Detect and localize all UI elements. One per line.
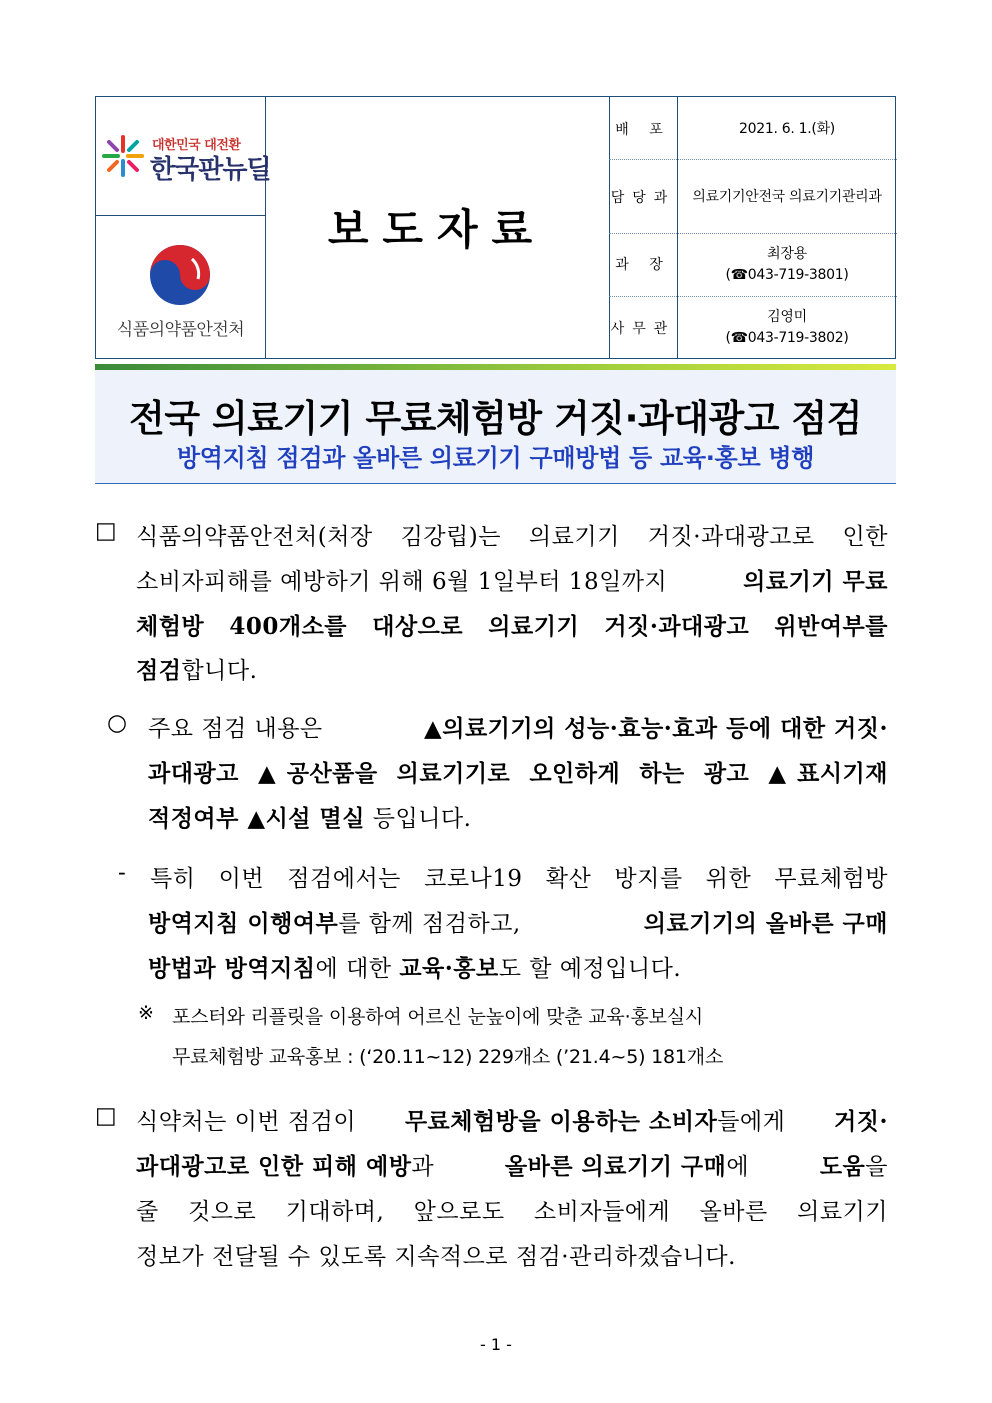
officer-name: 김영미 [767, 309, 807, 325]
para2-line3-bold: 적정여부 ▲시설 멸실 [148, 805, 365, 832]
para2-line1-bold: ▲의료기기의 성능·효능·효과 등에 대한 거짓· [424, 715, 888, 742]
para4-line2-bold3: 도움 [819, 1153, 866, 1180]
para4-line2-bold1: 과대광고로 인한 피해 예방 [136, 1153, 412, 1180]
para1-line1: 식품의약품안전처(처장 김강립)는 의료기기 거짓·과대광고로 인한 [136, 524, 888, 550]
para1-line3: 체험방 400개소를 대상으로 의료기기 거짓·과대광고 위반여부를 [136, 613, 888, 640]
ministry-name: 식품의약품안전처 [116, 320, 245, 340]
para4-line2 [136, 1148, 888, 1181]
department-value: 의료기기안전국 의료기기관리과 [692, 189, 882, 205]
para1-line4-bold: 점검 [136, 657, 182, 684]
circle-bullet: ○ [107, 710, 128, 736]
para4-line2-text3: 을 [865, 1154, 888, 1180]
note-line2: 무료체험방 교육홍보 : (‘20.11~12) 229개소 (’21.4~5) 181개소 [172, 1046, 724, 1068]
brand-tagline: 대한민국 대전환 [152, 138, 241, 153]
para4-line4: 정보가 전달될 수 있도록 지속적으로 점검·관리하겠습니다. [136, 1244, 736, 1270]
para1-line2-text: 소비자피해를 예방하기 위해 6월 1일부터 18일까지 [136, 569, 668, 595]
para3-line3-bold1: 방법과 방역지침 [148, 955, 316, 982]
para4-line1 [136, 1103, 888, 1136]
para1-line2-bold: 의료기기 무료 [743, 568, 888, 595]
note-line1: 포스터와 리플릿을 이용하여 어르신 눈높이에 맞춘 교육·홍보실시 [172, 1006, 704, 1028]
note-marker: ※ [138, 1002, 154, 1024]
para4-line2-text1: 과 [411, 1154, 435, 1180]
para4-line2-text2: 에 [726, 1154, 750, 1180]
press-release-title: 보도자료 [327, 205, 547, 254]
para3-line3 [148, 950, 681, 983]
para3-line2-bold1: 방역지침 이행여부 [148, 910, 339, 937]
para3-line2-bold2: 의료기기의 올바른 구매 [643, 910, 888, 937]
para1-line4-text: 합니다. [181, 658, 258, 684]
headline: 전국 의료기기 무료체험방 거짓·과대광고 점검 [129, 397, 862, 440]
para2-line3 [148, 800, 471, 833]
square-bullet-2: □ [95, 1103, 117, 1129]
department-label: 담당과 [610, 190, 676, 206]
officer-label: 사무관 [610, 321, 676, 337]
para3-line3-bold2: 교육·홍보 [399, 955, 499, 982]
page-number: - 1 - [480, 1335, 512, 1354]
para3-line2 [148, 905, 888, 938]
para1-line4 [136, 652, 257, 685]
officer-phone: (☎043-719-3802) [725, 330, 849, 346]
director-label: 과 장 [615, 257, 671, 273]
para3-line2-text: 를 함께 점검하고, [338, 911, 521, 937]
para1-line2 [136, 563, 888, 596]
para4-line2-bold2: 올바른 의료기기 구매 [504, 1153, 727, 1180]
para3-line1: 특히 이번 점검에서는 코로나19 확산 방지를 위한 무료체험방 [150, 866, 888, 892]
dash-bullet: - [118, 860, 126, 886]
brand-name: 한국판뉴딜 [150, 155, 271, 185]
para4-line1-bold2: 거짓· [834, 1108, 888, 1135]
para4-line3: 줄 것으로 기대하며, 앞으로도 소비자들에게 올바른 의료기기 [136, 1199, 888, 1225]
para4-line1-text2: 들에게 [717, 1109, 786, 1135]
para2-line1-text: 주요 점검 내용은 [148, 716, 323, 742]
square-bullet: □ [95, 518, 117, 544]
para2-line2: 과대광고 ▲공산품을 의료기기로 오인하게 하는 광고 ▲표시기재 [148, 760, 888, 787]
para4-line1-text1: 식약처는 이번 점검이 [136, 1109, 357, 1135]
para2-line3-text: 등입니다. [372, 806, 472, 832]
para4-line1-bold1: 무료체험방을 이용하는 소비자 [404, 1108, 718, 1135]
director-name: 최장용 [767, 246, 807, 262]
para3-line3-text1: 에 대한 [315, 956, 392, 982]
distribution-label: 배 포 [615, 122, 671, 138]
director-phone: (☎043-719-3801) [725, 267, 849, 283]
para3-line3-text2: 도 할 예정입니다. [498, 956, 682, 982]
subheadline: 방역지침 점검과 올바른 의료기기 구매방법 등 교육·홍보 병행 [176, 444, 815, 472]
distribution-date: 2021. 6. 1.(화) [739, 121, 835, 137]
para2-line1 [148, 710, 888, 743]
